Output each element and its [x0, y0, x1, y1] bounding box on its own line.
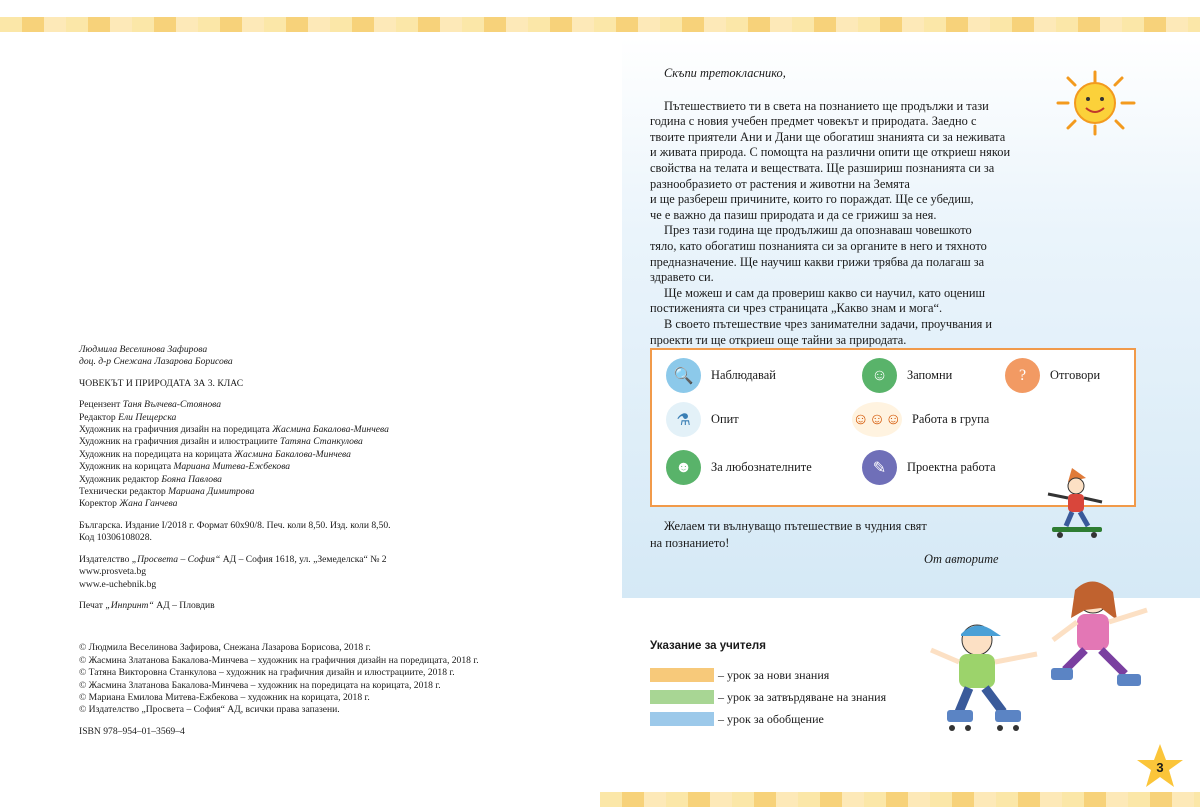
legend-item: – урок за обобщение — [650, 708, 886, 730]
sign-project: ✎ Проектна работа — [862, 450, 996, 485]
letter-line: и живата природа. С помощта на различни опити ще откриеш някои — [650, 145, 1011, 160]
letter-line: здравето си. — [650, 270, 714, 285]
letter-line: твоите приятели Ани и Дани ще обогатиш знанията си за неживата — [650, 129, 1006, 144]
letter-signature: От авторите — [924, 552, 999, 566]
new-knowledge-swatch — [650, 668, 714, 682]
letter-line: свойства на телата и веществата. Ще разшириш познанията си за — [650, 160, 995, 175]
teacher-note — [650, 640, 886, 730]
legend-item: – урок за затвърдяване на знания — [650, 686, 886, 708]
imprint-page — [79, 344, 559, 738]
letter-line: В своето пътешествие чрез занимателни задачи, проучвания и — [664, 316, 993, 331]
page-number-badge — [1135, 742, 1185, 792]
credit-line: Коректор Жана Ганчева — [79, 498, 178, 510]
credit-line: Художник на графичния дизайн на поредицата Жасмина Бакалова-Минчева — [79, 424, 389, 436]
isbn: ISBN 978–954–01–3569–4 — [79, 725, 185, 737]
author-name: Людмила Веселинова Зафирова — [79, 344, 208, 355]
legend-item: – урок за нови знания — [650, 664, 886, 686]
credit-line: Художник на корицата Мариана Митева-Ежбекова — [79, 461, 291, 473]
letter-line: година с новия учебен предмет човекът и природата. Заедно с — [650, 114, 977, 129]
sign-answer: ? Отговори — [1005, 358, 1100, 393]
page-number: 3 — [1156, 759, 1164, 775]
copyright-line: © Татяна Викторовна Станкулова – художник на графичния дизайн и илюстрациите, 2018 г. — [79, 667, 455, 679]
reinforcement-swatch — [650, 690, 714, 704]
top-decorative-border — [0, 17, 1200, 32]
copyright-line: © Людмила Веселинова Зафирова, Снежана Лазарова Борисова, 2018 г. — [79, 642, 371, 654]
teacher-note-title: Указание за учителя — [650, 640, 766, 652]
letter-line: тяло, като обогатиш познанията си за органите в него и тяхното — [650, 238, 987, 253]
credit-line: Художник на графичния дизайн и илюстрациите Татяна Станкулова — [79, 436, 363, 448]
author-name: доц. д-р Снежана Лазарова Борисова — [79, 356, 233, 368]
sign-group-work: ☺☺☺ Работа в група — [852, 402, 989, 437]
welcome-letter — [650, 66, 1030, 364]
curious-icon: ☻ — [666, 450, 701, 485]
book-title: ЧОВЕКЪТ И ПРИРОДАТА ЗА 3. КЛАС — [79, 377, 244, 389]
letter-line: предназначение. Ще научиш какви грижи трябва да полагаш за — [650, 254, 985, 269]
credit-line: Художник редактор Бояна Павлова — [79, 473, 222, 485]
edition-code: Код 10306108028. — [79, 532, 152, 544]
credit-line: Художник на поредицата на корицата Жасмина Бакалова-Минчева — [79, 448, 351, 460]
credit-line: Редактор Ели Пещерска — [79, 411, 177, 423]
letter-line: Пътешествието ти в света на познанието ще продължи и тази — [664, 98, 989, 113]
sign-remember: ☺ Запомни — [862, 358, 952, 393]
letter-line: постиженията си чрез страницата „Какво знам и мога“. — [650, 301, 943, 316]
letter-line: проекти ти ще откриеш още тайни за природата. — [650, 332, 907, 347]
copyright-line: © Жасмина Златанова Бакалова-Минчева – художник на поредицата на корицата, 2018 г. — [79, 679, 441, 691]
magnifier-icon: 🔍 — [666, 358, 701, 393]
project-icon: ✎ — [862, 450, 897, 485]
credit-line: Технически редактор Мариана Димитрова — [79, 486, 255, 498]
copyright-line: © Мариана Емилова Митева-Ежбекова – художник на корицата, 2018 г. — [79, 691, 370, 703]
wish-text: Желаем ти вълнуващо пътешествие в чудния свят на познанието! — [650, 519, 927, 550]
website-link[interactable]: www.e-uchebnik.bg — [79, 578, 157, 590]
skateboard-kid-illustration — [1038, 464, 1110, 542]
publisher-address: Издателство „Просвета – София“ АД – София 1618, ул. „Земеделска“ № 2 — [79, 553, 387, 565]
summary-swatch — [650, 712, 714, 726]
sign-experiment: ⚗ Опит — [666, 402, 739, 437]
credit-line: Рецензент Таня Вълчева-Стоянова — [79, 399, 222, 411]
remember-icon: ☺ — [862, 358, 897, 393]
bottom-decorative-border — [600, 792, 1200, 807]
copyright-line: © Издателство „Просвета – София“ АД, всички права запазени. — [79, 704, 340, 716]
letter-line: Ще можеш и сам да провериш какво си научил, като оцениш — [664, 285, 986, 300]
question-icon: ? — [1005, 358, 1040, 393]
letter-greeting: Скъпи третокласнико, — [664, 66, 786, 80]
letter-line: През тази година ще продължиш да опознаваш човешкото — [664, 223, 972, 238]
printer-info: Печат „Инпринт“ АД – Пловдив — [79, 599, 215, 611]
website-link[interactable]: www.prosveta.bg — [79, 566, 147, 578]
sign-curious: ☻ За любознателните — [666, 450, 812, 485]
sign-observe: 🔍 Наблюдавай — [666, 358, 776, 393]
rollerblading-kids-illustration — [925, 570, 1170, 740]
experiment-icon: ⚗ — [666, 402, 701, 437]
edition-info: Българска. Издание I/2018 г. Формат 60х90/8. Печ. коли 8,50. Изд. коли 8,50. — [79, 519, 391, 531]
letter-line: че е важно да пазиш природата и да се грижиш за нея. — [650, 207, 937, 222]
copyright-line: © Жасмина Златанова Бакалова-Минчева – художник на графичния дизайн на поредицата, 2018 г. — [79, 654, 479, 666]
letter-line: разнообразието от растения и животни на Земята — [650, 176, 910, 191]
sun-illustration — [1050, 68, 1140, 138]
letter-line: и ще разбереш причините, които го пораждат. Ще се убедиш, — [650, 192, 974, 207]
group-icon: ☺☺☺ — [852, 402, 902, 437]
